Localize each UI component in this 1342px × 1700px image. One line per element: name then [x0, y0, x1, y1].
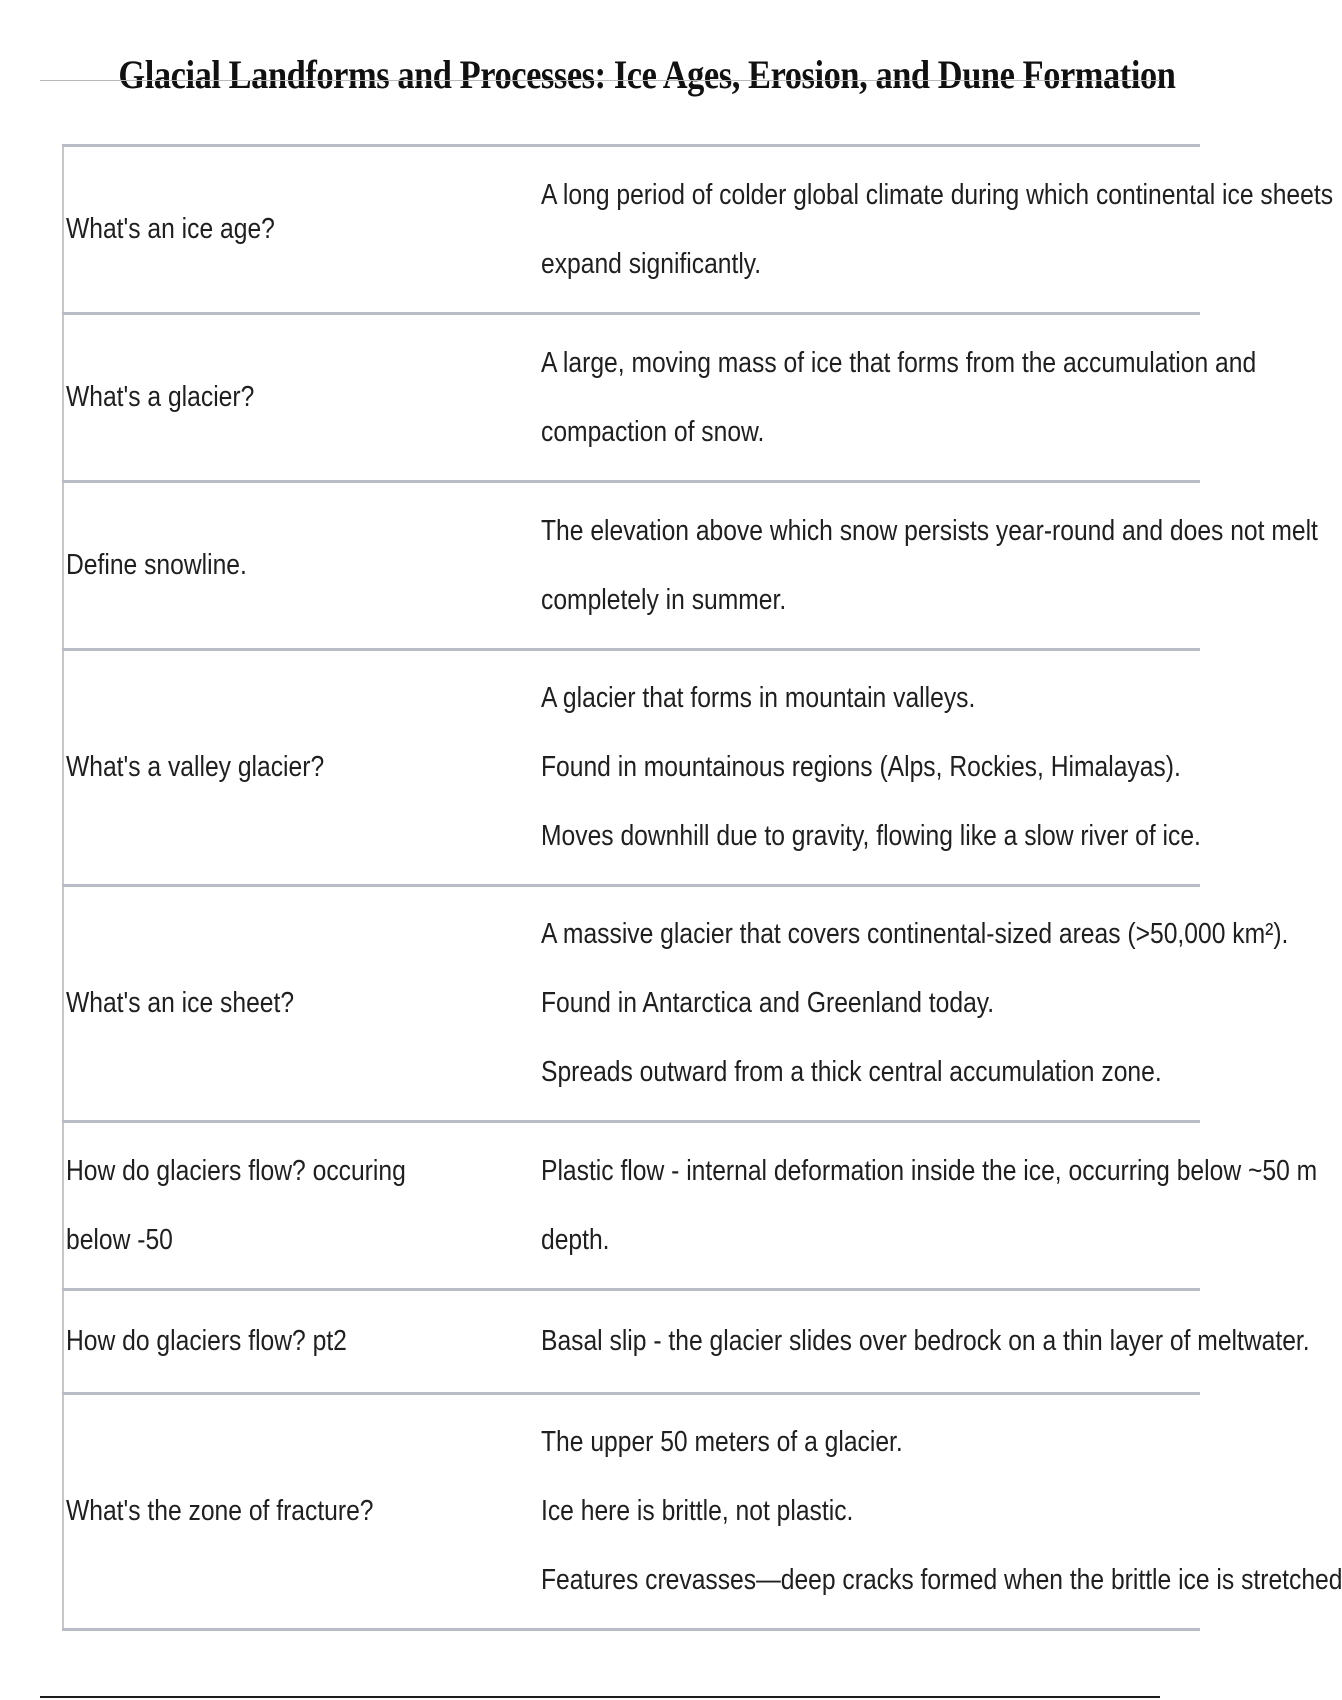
flashcard-definition: [541, 1408, 1342, 1615]
flashcard-term-cell: [63, 314, 491, 482]
flashcard-definition-cell: [491, 1394, 1342, 1630]
definition-line: Plastic flow - internal deformation inside the ice, occurring below ~50 m: [541, 1154, 1318, 1187]
definition-line: Spreads outward from a thick central accumulation zone.: [541, 1056, 1162, 1088]
flashcard-definition: [541, 1307, 1310, 1376]
flashcard-term-cell: [63, 1394, 491, 1630]
definition-line: Found in Antarctica and Greenland today.: [541, 987, 995, 1019]
flashcard-term: Define snowline.: [66, 549, 247, 581]
flashcard-term-cell: [63, 1290, 491, 1394]
title-divider: [40, 80, 1160, 81]
definition-line: A glacier that forms in mountain valleys.: [541, 682, 976, 714]
flashcard-term: What's a valley glacier?: [66, 751, 325, 783]
flashcard-definition: [541, 161, 1334, 299]
definition-line: A large, moving mass of ice that forms from the accumulation and: [541, 346, 1257, 379]
definition-line: A long period of colder global climate during which continental ice sheets: [541, 178, 1334, 211]
definition-line: Basal slip - the glacier slides over bedrock on a thin layer of meltwater.: [541, 1325, 1310, 1357]
flashcard-row: [63, 650, 1200, 886]
definition-line: Ice here is brittle, not plastic.: [541, 1495, 854, 1527]
definition-line: depth.: [541, 1223, 610, 1256]
definition-line: The elevation above which snow persists year-round and does not melt: [541, 514, 1318, 547]
flashcard-definition-cell: [491, 146, 1334, 314]
flashcard-definition-cell: [491, 1290, 1310, 1394]
flashcard-term: What's an ice age?: [66, 213, 275, 245]
flashcard-definition-cell: [491, 314, 1257, 482]
flashcard-row: [63, 314, 1200, 482]
flashcard-term: What's a glacier?: [66, 381, 255, 413]
flashcard-definition-cell: [491, 650, 1200, 886]
definition-line: Features crevasses—deep cracks formed when the brittle ice is stretched: [541, 1564, 1342, 1596]
flashcard-definition-cell: [491, 886, 1289, 1122]
flashcard-term: How do glaciers flow? pt2: [66, 1325, 347, 1357]
flashcard-term: How do glaciers flow? occuring below -50: [66, 1154, 406, 1256]
flashcard-term-cell: [63, 886, 491, 1122]
definition-line: completely in summer.: [541, 583, 787, 616]
bottom-divider: [40, 1696, 1160, 1698]
flashcard-row: [63, 886, 1200, 1122]
flashcard-row: [63, 1290, 1200, 1394]
flashcard-definition: [541, 664, 1202, 871]
definition-line: expand significantly.: [541, 247, 762, 280]
flashcard-term-cell: [63, 482, 491, 650]
flashcard-definition-cell: [491, 482, 1318, 650]
page-title: Glacial Landforms and Processes: Ice Ages, Erosion, and Dune Formation: [118, 51, 1176, 97]
flashcard-term: What's an ice sheet?: [66, 987, 295, 1019]
flashcard-term: What's the zone of fracture?: [66, 1495, 374, 1527]
flashcard-definition: [541, 497, 1318, 635]
flashcard-rows: [63, 146, 1342, 1630]
flashcard-row: [63, 1394, 1200, 1630]
definition-line: The upper 50 meters of a glacier.: [541, 1426, 903, 1458]
flashcard-definition: [541, 1137, 1318, 1275]
flashcard-term-cell: [63, 650, 491, 886]
flashcard-definition: [541, 900, 1289, 1107]
flashcard-term-cell: [63, 146, 491, 314]
flashcard-definition: [541, 329, 1257, 467]
flashcard-table: [62, 144, 1342, 1631]
flashcard-row: [63, 1122, 1200, 1290]
definition-line: compaction of snow.: [541, 415, 765, 448]
flashcard-row: [63, 146, 1200, 314]
definition-line: Found in mountainous regions (Alps, Rockies, Himalayas).: [541, 751, 1181, 783]
flashcard-definition-cell: [491, 1122, 1318, 1290]
flashcard-term-cell: [63, 1122, 491, 1290]
flashcard-row: [63, 482, 1200, 650]
definition-line: A massive glacier that covers continental-sized areas (>50,000 km²).: [541, 918, 1289, 950]
definition-line: Moves downhill due to gravity, flowing like a slow river of ice.: [541, 820, 1201, 852]
